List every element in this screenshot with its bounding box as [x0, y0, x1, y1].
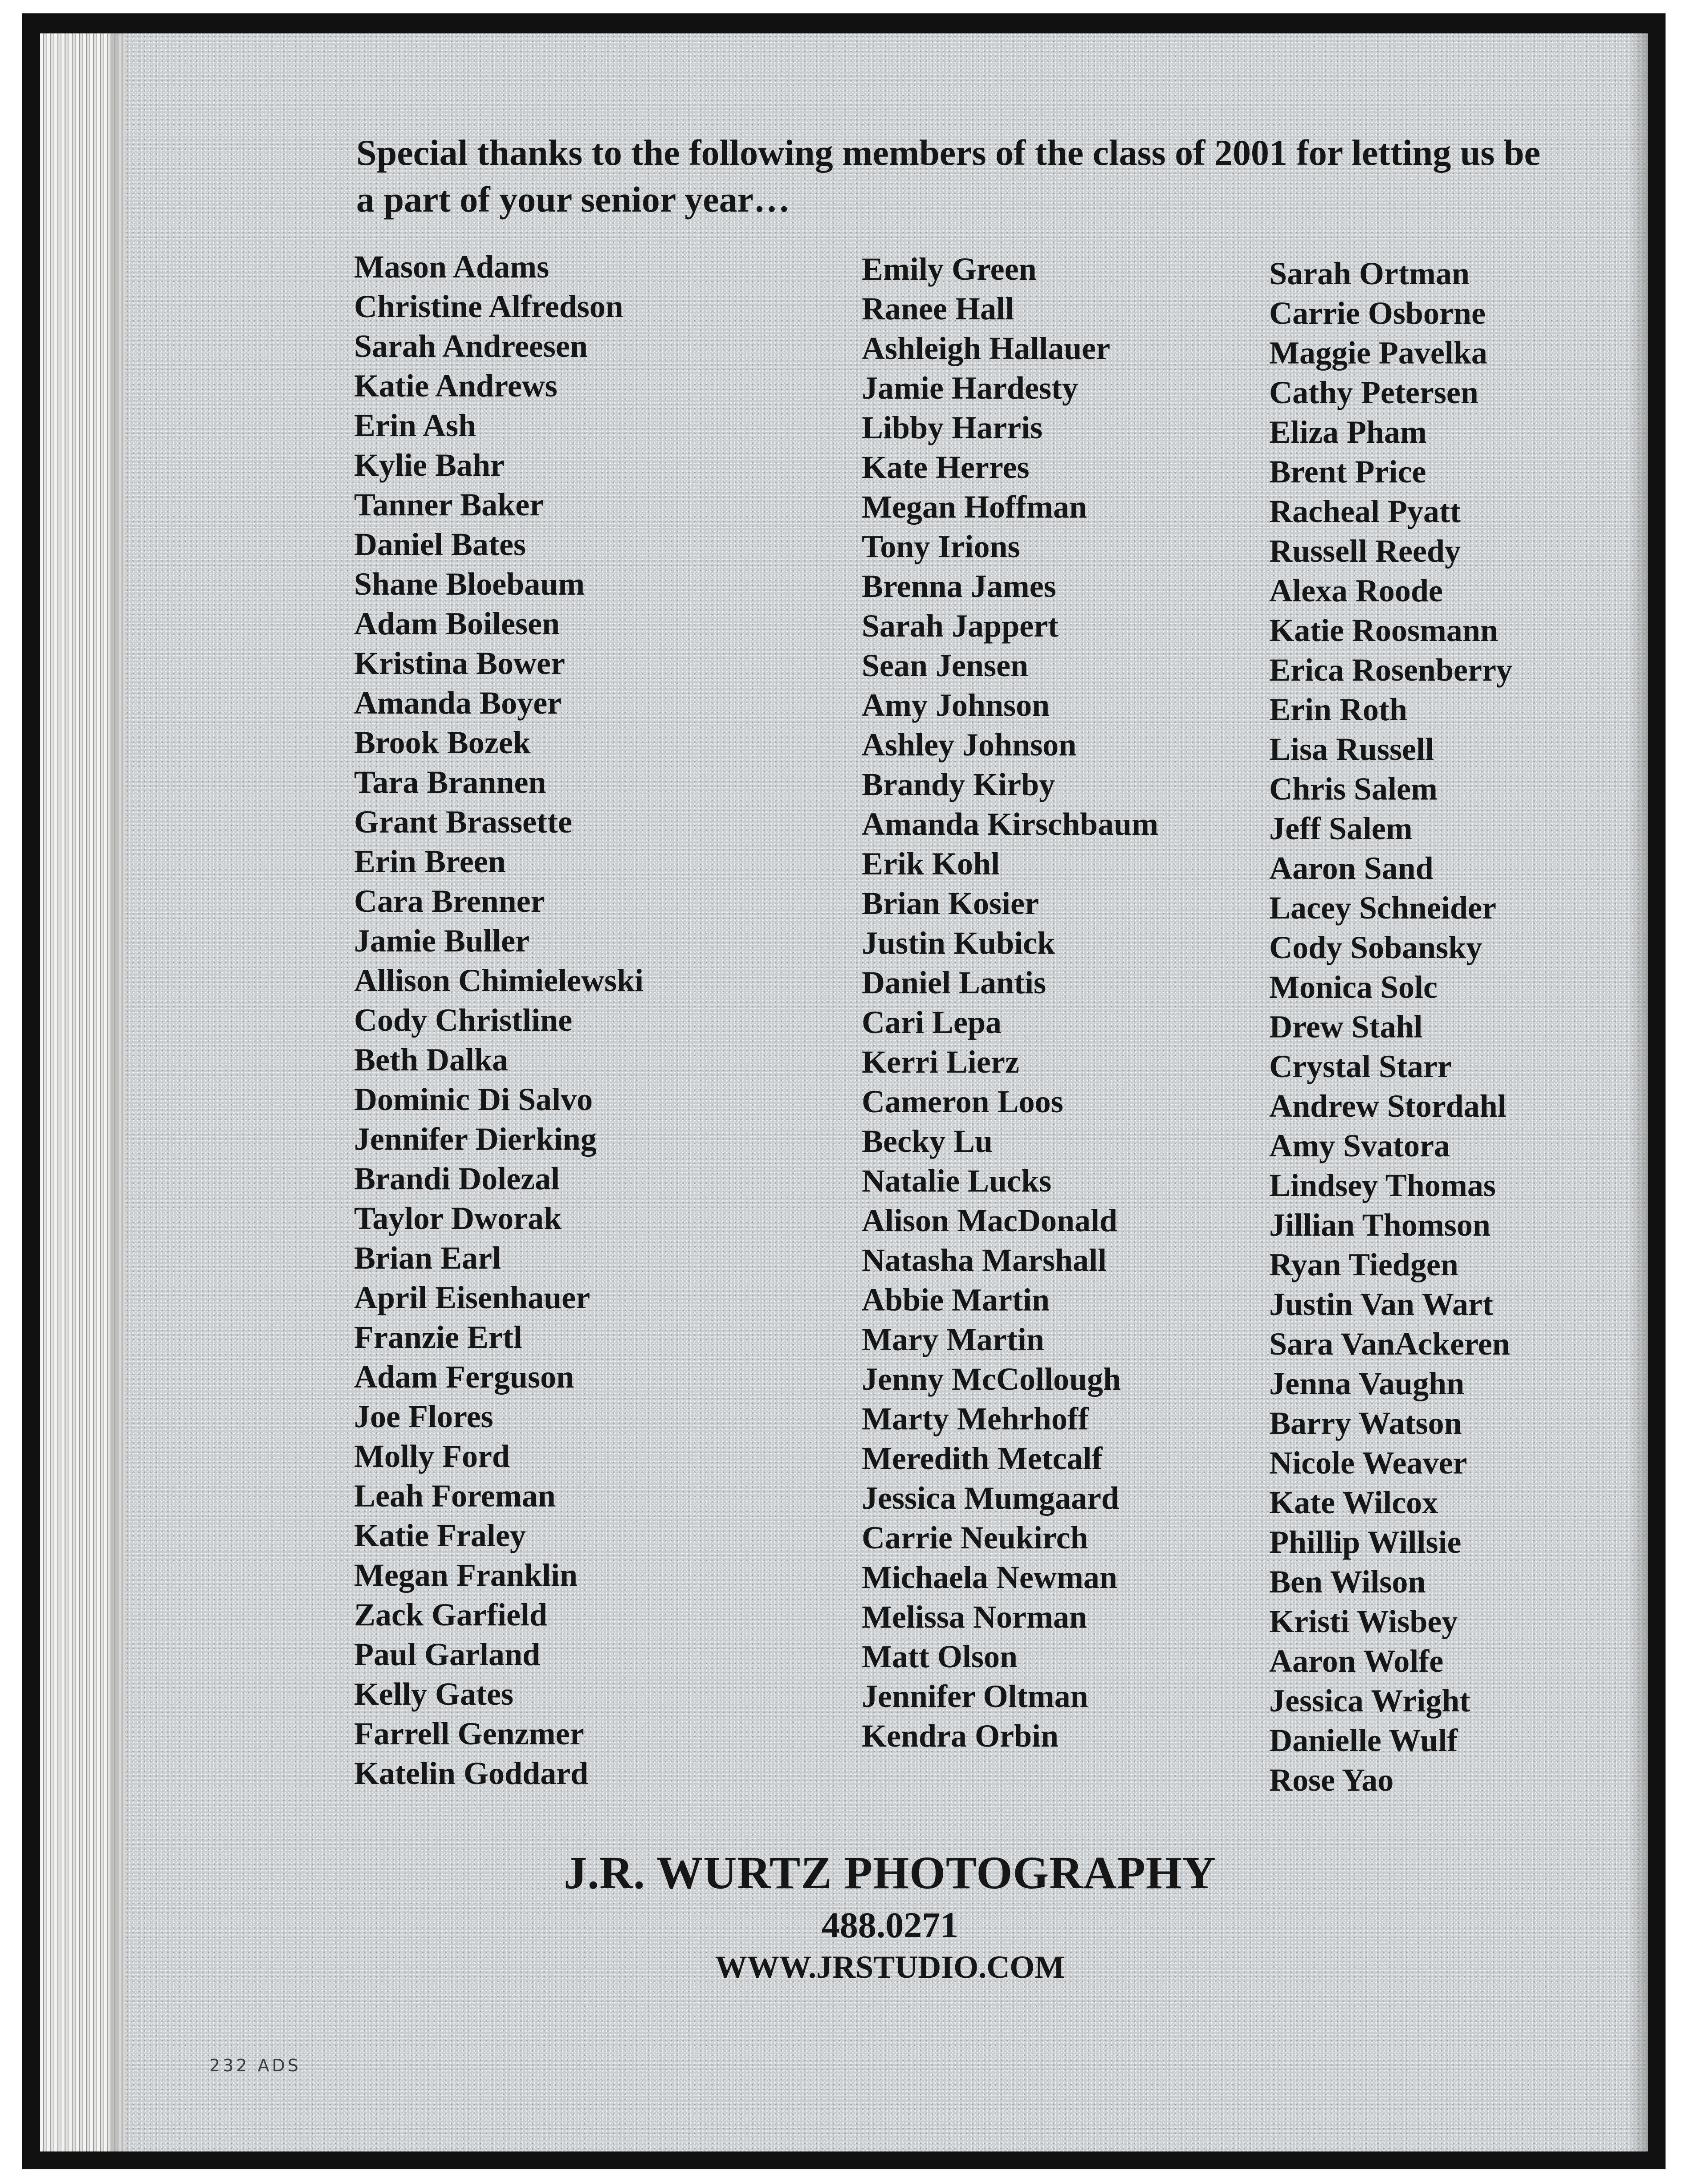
gutter-shadow [111, 33, 129, 2151]
senior-name: Carrie Osborne [1269, 295, 1486, 331]
senior-name: Cara Brenner [354, 883, 545, 919]
senior-name: Kelly Gates [354, 1676, 513, 1712]
senior-name: Justin Van Wart [1269, 1286, 1493, 1322]
senior-name: Emily Green [862, 251, 1037, 287]
senior-name: Brenna James [862, 568, 1056, 604]
senior-name: Brook Bozek [354, 725, 531, 760]
senior-name: Daniel Bates [354, 527, 526, 562]
senior-name: Jennifer Dierking [354, 1121, 597, 1157]
senior-name: April Eisenhauer [354, 1280, 591, 1315]
scan-border-top [22, 13, 1666, 33]
senior-name: Jenna Vaughn [1269, 1366, 1465, 1401]
senior-name: Paul Garland [354, 1637, 541, 1672]
senior-name: Alison MacDonald [862, 1203, 1118, 1238]
senior-name: Maggie Pavelka [1269, 335, 1487, 371]
senior-name: Taylor Dworak [354, 1200, 562, 1236]
senior-name: Sarah Jappert [862, 608, 1059, 644]
senior-name: Chris Salem [1269, 771, 1438, 807]
page-folio: 232 ADS [209, 2056, 301, 2075]
senior-name: Jeff Salem [1269, 811, 1413, 846]
names-column-3 [1269, 254, 1512, 1800]
senior-name: Aaron Wolfe [1269, 1643, 1444, 1679]
senior-name: Amy Johnson [862, 687, 1050, 723]
senior-name: Ranee Hall [862, 291, 1014, 327]
senior-name: Kendra Orbin [862, 1718, 1059, 1754]
senior-name: Amy Svatora [1269, 1128, 1450, 1163]
senior-name: Erin Breen [354, 844, 506, 879]
senior-name: Matt Olson [862, 1639, 1018, 1674]
senior-name: Cari Lepa [862, 1004, 1002, 1040]
senior-name: Justin Kubick [862, 925, 1055, 961]
senior-name: Kristi Wisbey [1269, 1604, 1458, 1639]
scan-border-bottom [22, 2151, 1666, 2169]
names-column-2 [862, 249, 1158, 1756]
senior-name: Ryan Tiedgen [1269, 1247, 1458, 1282]
senior-name: Danielle Wulf [1269, 1723, 1458, 1758]
senior-name: Tara Brannen [354, 764, 546, 800]
senior-name: Nicole Weaver [1269, 1445, 1467, 1481]
studio-website: WWW.JRSTUDIO.COM [715, 1949, 1065, 1985]
senior-name: Zack Garfield [354, 1597, 547, 1633]
senior-name: Daniel Lantis [862, 965, 1047, 1000]
senior-name: Katelin Goddard [354, 1755, 589, 1791]
thanks-heading: Special thanks to the following members of the class of 2001 for letting us be a part of your senior year… [356, 132, 1540, 220]
senior-name: Adam Ferguson [354, 1359, 574, 1395]
senior-name: Brian Kosier [862, 886, 1039, 921]
senior-name: Kristina Bower [354, 645, 565, 681]
senior-name: Kylie Bahr [354, 447, 505, 483]
senior-name: Kerri Lierz [862, 1044, 1019, 1080]
senior-name: Racheal Pyatt [1269, 494, 1461, 529]
senior-name: Brent Price [1269, 454, 1426, 490]
senior-name: Megan Franklin [354, 1557, 578, 1593]
senior-name: Mason Adams [354, 249, 550, 285]
senior-name: Adam Boilesen [354, 606, 560, 641]
senior-name: Lisa Russell [1269, 731, 1434, 767]
senior-name: Carrie Neukirch [862, 1520, 1088, 1555]
senior-name: Jessica Wright [1269, 1683, 1470, 1719]
senior-name: Jennifer Oltman [862, 1678, 1088, 1714]
senior-name: Erica Rosenberry [1269, 652, 1512, 688]
senior-name: Kate Wilcox [1269, 1485, 1438, 1520]
senior-name: Rose Yao [1269, 1762, 1394, 1798]
page-right-shadow [1630, 33, 1648, 2151]
senior-name: Natasha Marshall [862, 1242, 1107, 1278]
scan-border-left [22, 13, 40, 2169]
senior-name: Libby Harris [862, 410, 1043, 445]
senior-name: Jamie Hardesty [862, 370, 1078, 406]
senior-name: Ashleigh Hallauer [862, 331, 1111, 366]
senior-name: Grant Brassette [354, 804, 572, 840]
senior-name: Andrew Stordahl [1269, 1088, 1507, 1124]
senior-name: Ashley Johnson [862, 727, 1077, 763]
senior-name: Sarah Ortman [1269, 256, 1470, 291]
senior-name: Phillip Willsie [1269, 1524, 1462, 1560]
senior-name: Farrell Genzmer [354, 1716, 584, 1751]
senior-name: Joe Flores [354, 1399, 493, 1434]
senior-name: Cameron Loos [862, 1084, 1063, 1119]
senior-name: Erin Ash [354, 408, 476, 443]
senior-name: Cathy Petersen [1269, 375, 1478, 410]
senior-name: Franzie Ertl [354, 1319, 522, 1355]
senior-name: Meredith Metcalf [862, 1441, 1103, 1476]
senior-name: Crystal Starr [1269, 1049, 1452, 1084]
senior-name: Brandi Dolezal [354, 1161, 560, 1196]
senior-name: Jessica Mumgaard [862, 1480, 1119, 1516]
senior-name: Ben Wilson [1269, 1564, 1426, 1600]
senior-name: Shane Bloebaum [354, 566, 585, 602]
senior-name: Brian Earl [354, 1240, 501, 1276]
senior-name: Barry Watson [1269, 1405, 1462, 1441]
senior-name: Aaron Sand [1269, 850, 1434, 886]
senior-name: Natalie Lucks [862, 1163, 1052, 1199]
senior-name: Becky Lu [862, 1123, 993, 1159]
senior-name: Cody Sobansky [1269, 930, 1482, 965]
senior-name: Tony Irions [862, 529, 1020, 564]
senior-name: Sarah Andreesen [354, 328, 588, 364]
senior-name: Erik Kohl [862, 846, 1000, 882]
senior-name: Jillian Thomson [1269, 1207, 1491, 1243]
senior-name: Christine Alfredson [354, 289, 623, 324]
senior-name: Eliza Pham [1269, 414, 1427, 450]
senior-name: Katie Fraley [354, 1518, 526, 1553]
senior-name: Marty Mehrhoff [862, 1401, 1089, 1437]
senior-name: Alexa Roode [1269, 573, 1443, 608]
senior-name: Leah Foreman [354, 1478, 556, 1514]
senior-name: Dominic Di Salvo [354, 1082, 593, 1117]
senior-name: Drew Stahl [1269, 1009, 1423, 1045]
studio-phone: 488.0271 [821, 1905, 959, 1945]
senior-name: Amanda Kirschbaum [862, 806, 1159, 842]
senior-name: Tanner Baker [354, 487, 544, 523]
scan-border-right [1648, 13, 1666, 2169]
senior-name: Russell Reedy [1269, 533, 1461, 569]
senior-name: Allison Chimielewski [354, 963, 644, 998]
senior-name: Beth Dalka [354, 1042, 509, 1078]
senior-name: Katie Andrews [354, 368, 558, 404]
senior-name: Monica Solc [1269, 969, 1438, 1005]
names-column-1 [354, 247, 643, 1793]
senior-name: Michaela Newman [862, 1559, 1117, 1595]
senior-name: Lacey Schneider [1269, 890, 1496, 926]
senior-name: Cody Christline [354, 1002, 573, 1038]
senior-name: Erin Roth [1269, 692, 1408, 727]
senior-name: Mary Martin [862, 1322, 1044, 1357]
senior-name: Molly Ford [354, 1438, 510, 1474]
senior-name: Brandy Kirby [862, 767, 1055, 802]
senior-name: Sara VanAckeren [1269, 1326, 1510, 1362]
studio-name: J.R. WURTZ PHOTOGRAPHY [564, 1847, 1216, 1898]
senior-name: Lindsey Thomas [1269, 1168, 1496, 1203]
senior-name: Amanda Boyer [354, 685, 562, 721]
senior-name: Abbie Martin [862, 1282, 1050, 1318]
senior-name: Megan Hoffman [862, 489, 1087, 525]
senior-name: Katie Roosmann [1269, 612, 1499, 648]
senior-name: Melissa Norman [862, 1599, 1087, 1635]
senior-name: Kate Herres [862, 449, 1030, 485]
senior-name: Sean Jensen [862, 648, 1029, 683]
senior-name: Jenny McCollough [862, 1361, 1121, 1397]
senior-name: Jamie Buller [354, 923, 529, 959]
